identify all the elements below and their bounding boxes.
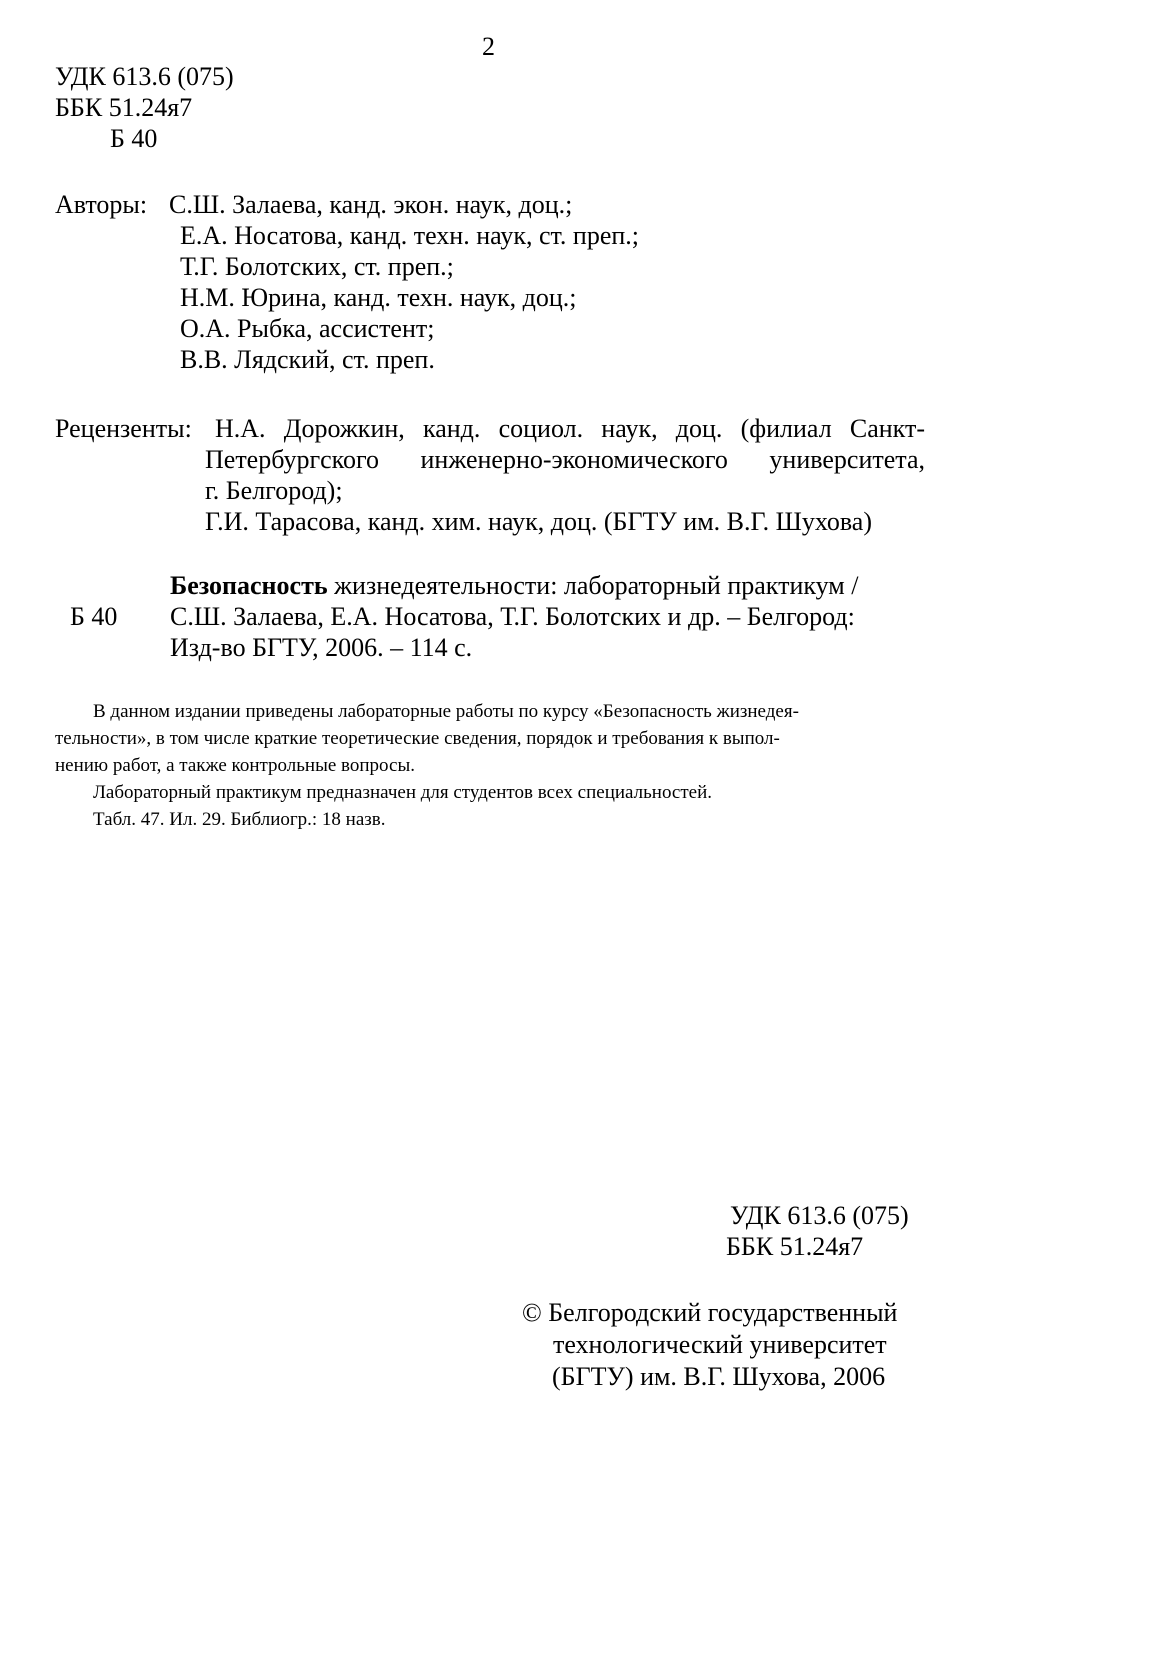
copyright-line: © Белгородский государственный — [522, 1298, 898, 1327]
bibliographic-title-line — [170, 570, 858, 601]
bbk-code: ББК 51.24я7 — [55, 93, 193, 122]
bbk-code-footer: ББК 51.24я7 — [726, 1232, 864, 1261]
abstract-line: тельности», в том числе краткие теоретические сведения, порядок и требования к выпол- — [55, 728, 780, 749]
author-item: Т.Г. Болотских, ст. преп.; — [180, 252, 454, 281]
reviewers-label: Рецензенты: — [55, 414, 192, 443]
reviewer-line: г. Белгород); — [205, 476, 343, 505]
udk-code: УДК 613.6 (075) — [55, 62, 234, 91]
author-item: В.В. Лядский, ст. преп. — [180, 345, 435, 374]
abstract-line: нению работ, а также контрольные вопросы. — [55, 755, 415, 776]
udk-code-footer: УДК 613.6 (075) — [730, 1201, 909, 1230]
bibliographic-authors-line: С.Ш. Залаева, Е.А. Носатова, Т.Г. Болотских и др. – Белгород: — [170, 602, 855, 631]
reviewer-line: Петербургского инженерно-экономического университета, — [205, 445, 925, 474]
abstract-line: Табл. 47. Ил. 29. Библиогр.: 18 назв. — [93, 809, 386, 830]
author-item: С.Ш. Залаева, канд. экон. наук, доц.; — [169, 190, 573, 219]
author-item: Н.М. Юрина, канд. техн. наук, доц.; — [180, 283, 577, 312]
abstract-line: Лабораторный практикум предназначен для студентов всех специальностей. — [93, 782, 713, 803]
bibliographic-title-rest: жизнедеятельности: лабораторный практикум / — [327, 571, 859, 600]
reviewer-line: Г.И. Тарасова, канд. хим. наук, доц. (БГТУ им. В.Г. Шухова) — [205, 507, 872, 536]
page-number: 2 — [482, 32, 495, 61]
author-sign-code: Б 40 — [110, 124, 158, 153]
abstract-line: В данном издании приведены лабораторные работы по курсу «Безопасность жизнедея- — [93, 701, 799, 722]
copyright-line: (БГТУ) им. В.Г. Шухова, 2006 — [552, 1362, 886, 1391]
copyright-line: технологический университет — [553, 1330, 887, 1359]
authors-list — [170, 189, 639, 375]
abstract — [55, 700, 925, 835]
author-item: Е.А. Носатова, канд. техн. наук, ст. преп.; — [180, 221, 639, 250]
bibliographic-code: Б 40 — [70, 602, 118, 631]
copyright-block — [522, 1297, 897, 1393]
author-item: О.А. Рыбка, ассистент; — [180, 314, 435, 343]
authors-label: Авторы: — [55, 190, 148, 219]
reviewer-line: Н.А. Дорожкин, канд. социол. наук, доц. (филиал Санкт- — [215, 414, 925, 443]
bibliographic-publisher-line: Изд-во БГТУ, 2006. – 114 с. — [170, 633, 473, 662]
bibliographic-title-bold: Безопасность — [170, 571, 328, 600]
